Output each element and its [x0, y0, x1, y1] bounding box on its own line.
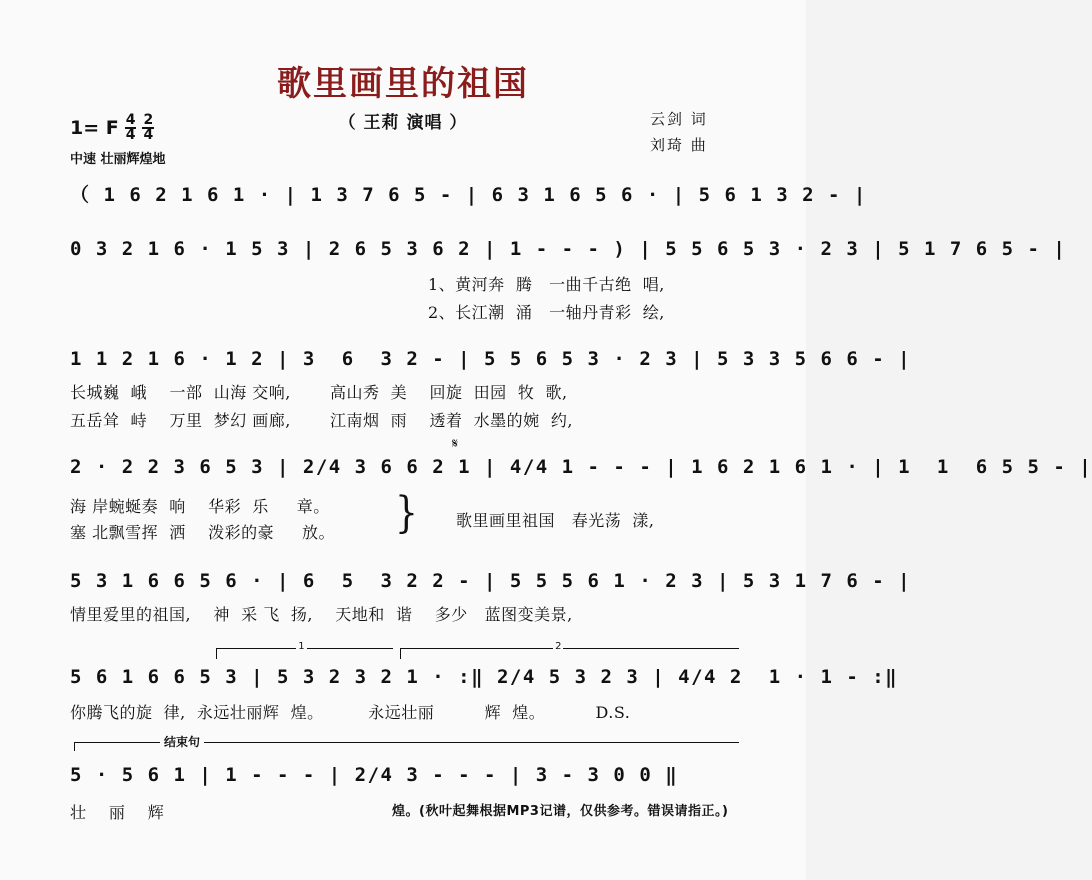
- lyric-line-5: 情里爱里的祖国, 神 采 飞 扬, 天地和 谐 多少 蓝图变美景,: [70, 605, 573, 624]
- key-label: 1= F: [70, 117, 119, 139]
- volta-bracket-1: [216, 641, 393, 659]
- volta-bracket-2: [400, 641, 739, 659]
- lyric-line-4a: 海 岸蜿蜒奏 响 华彩 乐 章。: [70, 497, 330, 516]
- singer-credit: （ 王莉 演唱 ）: [338, 113, 468, 133]
- time-signature-2: [142, 114, 154, 142]
- lyric-line-2a: 1、黄河奔 腾 一曲千古绝 唱,: [428, 275, 665, 294]
- lyric-line-3b: 五岳耸 峙 万里 梦幻 画廊, 江南烟 雨 透着 水墨的婉 约,: [70, 411, 573, 430]
- lyric-line-6: 你腾飞的旋 律, 永远壮丽辉 煌。 永远壮丽 辉 煌。 D.S.: [70, 703, 631, 722]
- brace-icon: }: [395, 488, 418, 538]
- time-sig-2-denominator: 4: [143, 127, 154, 143]
- key-signature: [70, 114, 154, 142]
- lyric-line-4c: 歌里画里祖国 春光荡 漾,: [456, 511, 655, 530]
- notation-line-2: 0 3 2 1 6 · 1 5 3 | 2 6 5 3 6 2 | 1 - - - ) | 5 5 6 5 3 · 2 3 | 5 1 7 6 5 - |: [70, 238, 1067, 260]
- tempo-marking: 中速 壮丽辉煌地: [70, 152, 166, 167]
- volta-2-label: 2: [555, 641, 562, 652]
- notation-line-7: 5 · 5 6 1 | 1 - - - | 2/4 3 - - - | 3 - 3 0 0 ‖: [70, 764, 679, 786]
- segno-icon: 𝄋: [452, 436, 459, 452]
- notation-line-1: （ 1 6 2 1 6 1 · | 1 3 7 6 5 - | 6 3 1 6 5 6 · | 5 6 1 3 2 - |: [70, 184, 867, 206]
- composer-credit: 刘琦 曲: [650, 136, 708, 154]
- time-sig-1-denominator: 4: [125, 127, 136, 143]
- lyric-line-7b: 煌。(秋叶起舞根据MP3记谱，仅供参考。错误请指正。): [392, 804, 729, 819]
- lyric-line-2b: 2、长江潮 涌 一轴丹青彩 绘,: [428, 303, 665, 322]
- notation-line-5: 5 3 1 6 6 5 6 · | 6 5 3 2 2 - | 5 5 5 6 1 · 2 3 | 5 3 1 7 6 - |: [70, 570, 912, 592]
- lyricist-credit: 云剑 词: [650, 110, 708, 128]
- lyric-line-3a: 长城巍 峨 一部 山海 交响, 高山秀 美 回旋 田园 牧 歌,: [70, 383, 568, 402]
- notation-line-6: 5 6 1 6 6 5 3 | 5 3 2 3 2 1 · :‖ 2/4 5 3 2 3 | 4/4 2 1 · 1 - :‖: [70, 666, 899, 688]
- song-title: 歌里画里的祖国: [277, 64, 529, 104]
- lyric-line-4b: 塞 北飘雪挥 洒 泼彩的豪 放。: [70, 523, 336, 542]
- time-signature-1: [125, 114, 137, 142]
- credits: [650, 106, 708, 158]
- ending-label: 结束句: [160, 733, 204, 750]
- time-sig-2-numerator: 2: [143, 112, 154, 128]
- volta-1-label: 1: [298, 641, 305, 652]
- lyric-line-7: 壮 丽 辉: [70, 803, 165, 822]
- notation-line-4: 2 · 2 2 3 6 5 3 | 2/4 3 6 6 2 1 | 4/4 1 - - - | 1 6 2 1 6 1 · | 1 1 6 5 5 - |: [70, 456, 1092, 478]
- time-sig-1-numerator: 4: [125, 112, 136, 128]
- notation-line-3: 1 1 2 1 6 · 1 2 | 3 6 3 2 - | 5 5 6 5 3 · 2 3 | 5 3 3 5 6 6 - |: [70, 348, 912, 370]
